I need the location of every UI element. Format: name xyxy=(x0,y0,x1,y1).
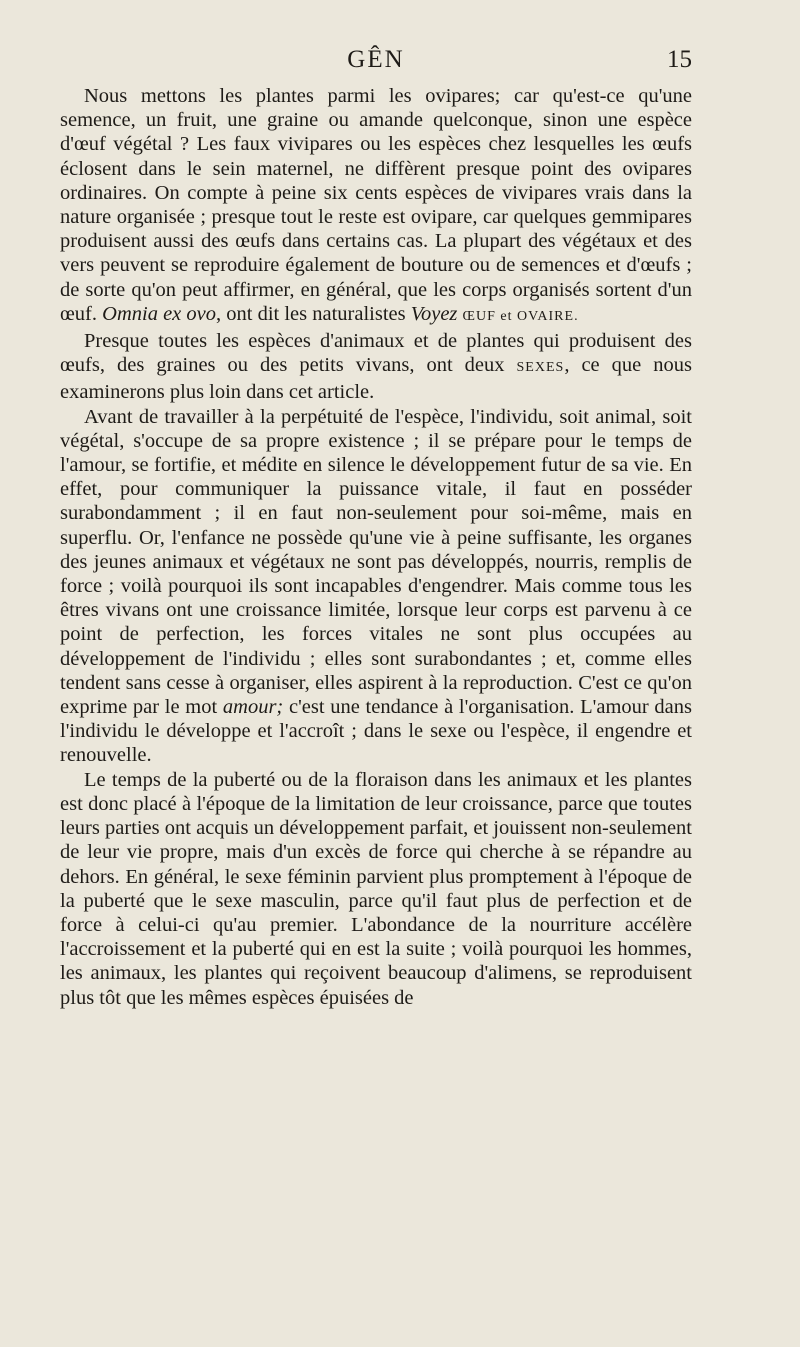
paragraph-2-text-2: , ce que nous examinerons plus loin dans cet article. xyxy=(60,354,692,404)
body-text xyxy=(60,84,692,1010)
paragraph-1 xyxy=(60,84,692,329)
voyez-reference: Voyez xyxy=(410,302,458,325)
paragraph-1-text-2: , ont dit les naturalistes xyxy=(216,302,411,325)
paragraph-2-text: Presque toutes les espèces d'animaux et de plantes qui produisent des œufs, des graines ou des petits vivans, ont deux xyxy=(60,330,692,377)
paragraph-2 xyxy=(60,329,692,405)
paragraph-4 xyxy=(60,768,692,1010)
amour-term: amour; xyxy=(222,696,284,719)
paragraph-3-text: Avant de travailler à la perpétuité de l'espèce, l'individu, soit animal, soit végétal, s'occupe de sa propre existence ; il se prépare pour le temps de l'amour, se fortifie, et médite en silence le développement futur de sa vie. En effet, pour communiquer la puissance vitale, il faut en posséder surabondamment ; il en faut non-seulement pour soi-même, mais en superflu. Or, l'enfance ne possède qu'une vie à peine suffisante, les organes des jeunes animaux et végétaux ne sont pas développés, nourris, remplis de force ; voilà pourquoi ils sont incapables d'engendrer. Mais comme tous les êtres vivans ont une croissance limitée, lorsque leur corps est parvenu à ce point de perfection, les forces vitales ne sont plus occupées au développement de l'individu ; elles sont surabondantes ; et, comme elles tendent sans cesse à organiser, elles aspirent à la reproduction. C'est ce qu'on exprime par le mot xyxy=(60,405,692,719)
paragraph-4-text: Le temps de la puberté ou de la floraison dans les animaux et les plantes est donc placé à l'époque de la limitation de leur croissance, parce que toutes leurs parties ont acquis un développement parfait, et jouissent non-seulement de leur vie propre, mais d'un excès de force qui cherche à se répandre au dehors. En général, le sexe féminin parvient plus promptement à l'époque de la puberté que le sexe masculin, parce qu'il faut plus de perfection et de force à celui-ci qu'au premier. L'abondance de la nourriture accélère l'accroissement et la puberté qui en est la suite ; voilà pourquoi les hommes, les animaux, les plantes qui reçoivent beaucoup d'alimens, se reproduisent plus tôt que les mêmes espèces épuisées de xyxy=(60,768,692,1009)
page-number: 15 xyxy=(667,46,692,73)
cross-reference-sexes: SEXES xyxy=(516,360,565,376)
paragraph-3-text-2: c'est une tendance à l'organisation. L'amour dans l'individu le développe et l'accroît ; dans le sexe ou l'espèce, il engendre et renouvelle. xyxy=(60,696,693,767)
cross-reference: ŒUF et OVAIRE. xyxy=(462,308,579,324)
latin-phrase: Omnia ex ovo xyxy=(102,302,216,325)
paragraph-3 xyxy=(60,405,692,768)
paragraph-1-text: Nous mettons les plantes parmi les ovipares; car qu'est-ce qu'une semence, un fruit, une graine ou amande quelconque, sinon une espèce d'œuf végétal ? Les faux vivipares ou les espèces chez lesquelles les œufs éclosent dans le sein maternel, ne diffèrent presque point des ovipares ordinaires. On compte à peine six cents espèces de vivipares vrais dans la nature organisée ; presque tout le reste est ovipare, car quelques gemmipares produisent aussi des œufs dans certains cas. La plupart des végétaux et des vers peuvent se reproduire également de bouture ou de semences et d'œufs ; de sorte qu'on peut affirmer, en général, que les corps organisés sortent d'un œuf. xyxy=(60,85,692,325)
running-head: GÊN xyxy=(347,46,405,73)
page-header xyxy=(60,46,692,82)
